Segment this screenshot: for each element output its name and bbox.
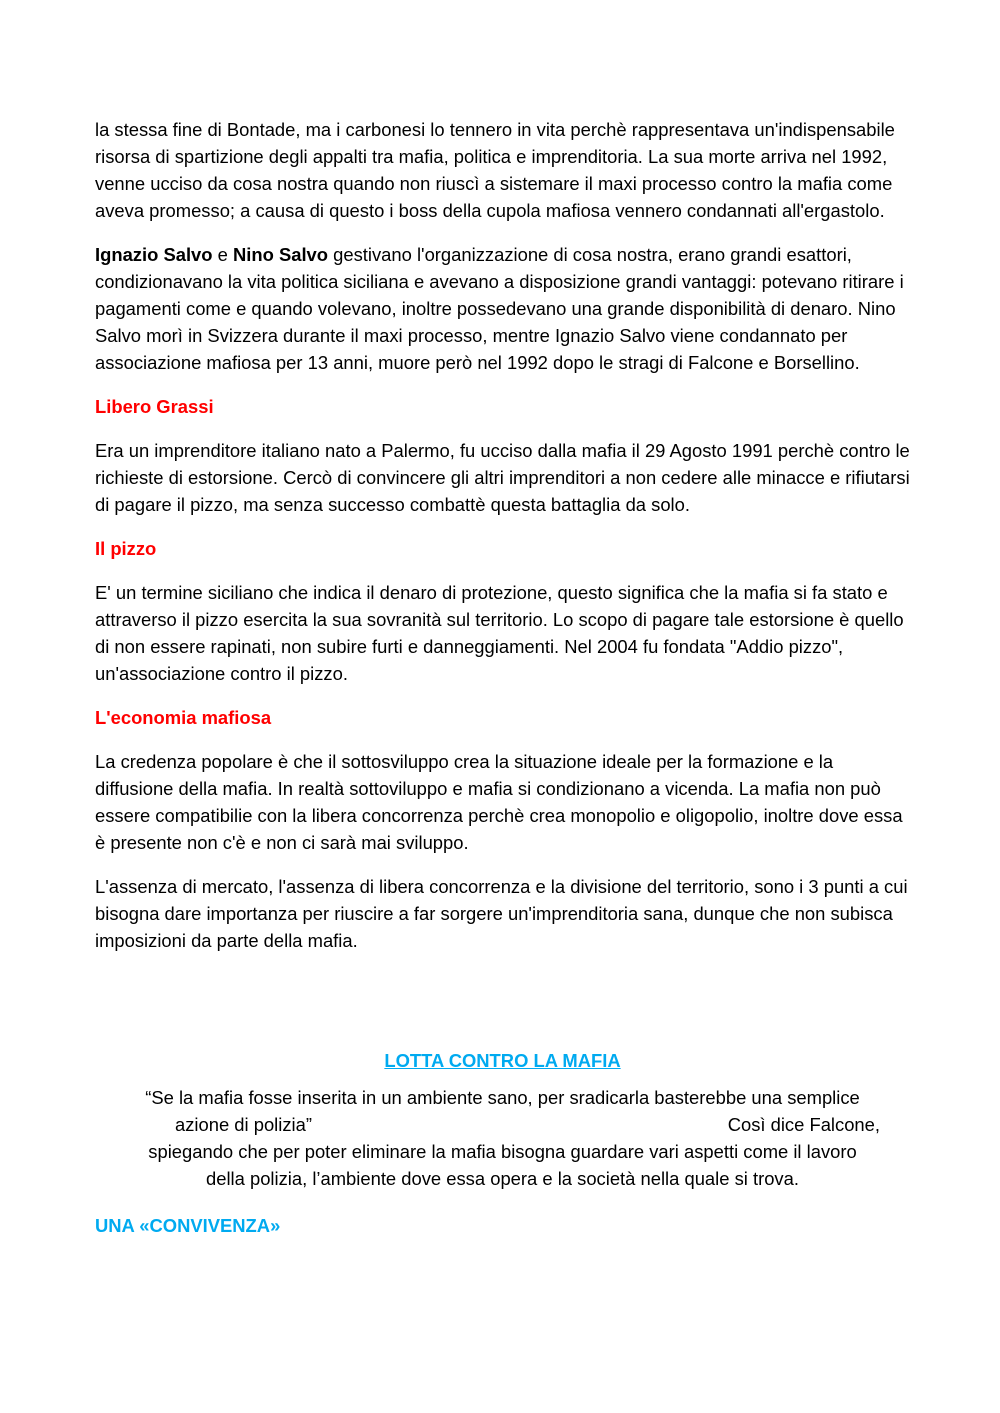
- document-page: [95, 116, 910, 1239]
- heading-libero-grassi: Libero Grassi: [95, 396, 214, 417]
- paragraph-salvo-lima: la stessa fine di Bontade, ma i carbonesi lo tennero in vita perchè rappresentava un'indispensabile risorsa di spartizione degli appalti tra mafia, politica e imprenditoria. La sua morte arriva nel 1992, venne ucciso da cosa nostra quando non riuscì a sistemare il maxi processo contro la mafia come aveva promesso; a causa di questo i boss della cupola mafiosa vennero condannati all'ergastolo.: [95, 119, 895, 221]
- conjunction: e: [212, 244, 233, 265]
- paragraph-economia-1: La credenza popolare è che il sottosviluppo crea la situazione ideale per la formazione e la diffusione della mafia. In realtà sottoviluppo e mafia si condizionano a vicenda. La mafia non può essere compatibilie con la libera concorrenza perchè crea monopolio e oligopolio, inoltre dove essa è presente non c'è e non ci sarà mai sviluppo.: [95, 751, 903, 853]
- name-ignazio-salvo: Ignazio Salvo: [95, 244, 213, 265]
- quote-line-2-right: Così dice Falcone,: [727, 1114, 880, 1135]
- paragraph-salvo-text: gestivano l'organizzazione di cosa nostra, erano grandi esattori, condizionavano la vita politica siciliana e avevano a disposizione grandi vantaggi: potevano ritirare i pagamenti come e quando volevano, inoltre possedevano una grande disponibilità di denaro. Nino Salvo morì in Svizzera durante il maxi processo, mentre Ignazio Salvo viene condannato per associazione mafiosa per 13 anni, muore però nel 1992 dopo le stragi di Falcone e Borsellino.: [95, 244, 904, 373]
- paragraph-il-pizzo: E' un termine siciliano che indica il denaro di protezione, questo significa che la mafia si fa stato e attraverso il pizzo esercita la sua sovranità sul territorio. Lo scopo di pagare tale estorsione è quello di non essere rapinati, non subire furti e danneggiamenti. Nel 2004 fu fondata "Addio pizzo", un'associazione contro il pizzo.: [95, 582, 904, 684]
- paragraph-libero-grassi: Era un imprenditore italiano nato a Palermo, fu ucciso dalla mafia il 29 Agosto 1991 perchè contro le richieste di estorsione. Cercò di convincere gli altri imprenditori a non cedere alle minacce e rifiutarsi di pagare il pizzo, ma senza successo combattè questa battaglia da solo.: [95, 440, 910, 515]
- heading-una-convivenza: UNA «CONVIVENZA»: [95, 1215, 281, 1236]
- paragraph-economia-2: L'assenza di mercato, l'assenza di libera concorrenza e la divisione del territorio, sono i 3 punti a cui bisogna dare importanza per riuscire a far sorgere un'imprenditoria sana, dunque che non subisca imposizioni da parte della mafia.: [95, 876, 908, 951]
- quote-line-4: della polizia, l’ambiente dove essa opera e la società nella quale si trova.: [206, 1168, 799, 1189]
- heading-economia-mafiosa: L'economia mafiosa: [95, 707, 272, 728]
- heading-il-pizzo: Il pizzo: [95, 538, 157, 559]
- paragraph-salvo-cousins: [95, 241, 910, 376]
- quote-line-1: “Se la mafia fosse inserita in un ambiente sano, per sradicarla basterebbe una semplice: [145, 1087, 860, 1108]
- heading-lotta-contro-la-mafia: LOTTA CONTRO LA MAFIA: [384, 1050, 621, 1071]
- quote-line-2: [95, 1111, 910, 1138]
- quote-line-3: spiegando che per poter eliminare la mafia bisogna guardare vari aspetti come il lavoro: [148, 1141, 857, 1162]
- name-nino-salvo: Nino Salvo: [232, 244, 329, 265]
- falcone-quote: [95, 1084, 910, 1192]
- section-spacer: [95, 971, 910, 1047]
- quote-line-2-left: azione di polizia”: [175, 1114, 312, 1135]
